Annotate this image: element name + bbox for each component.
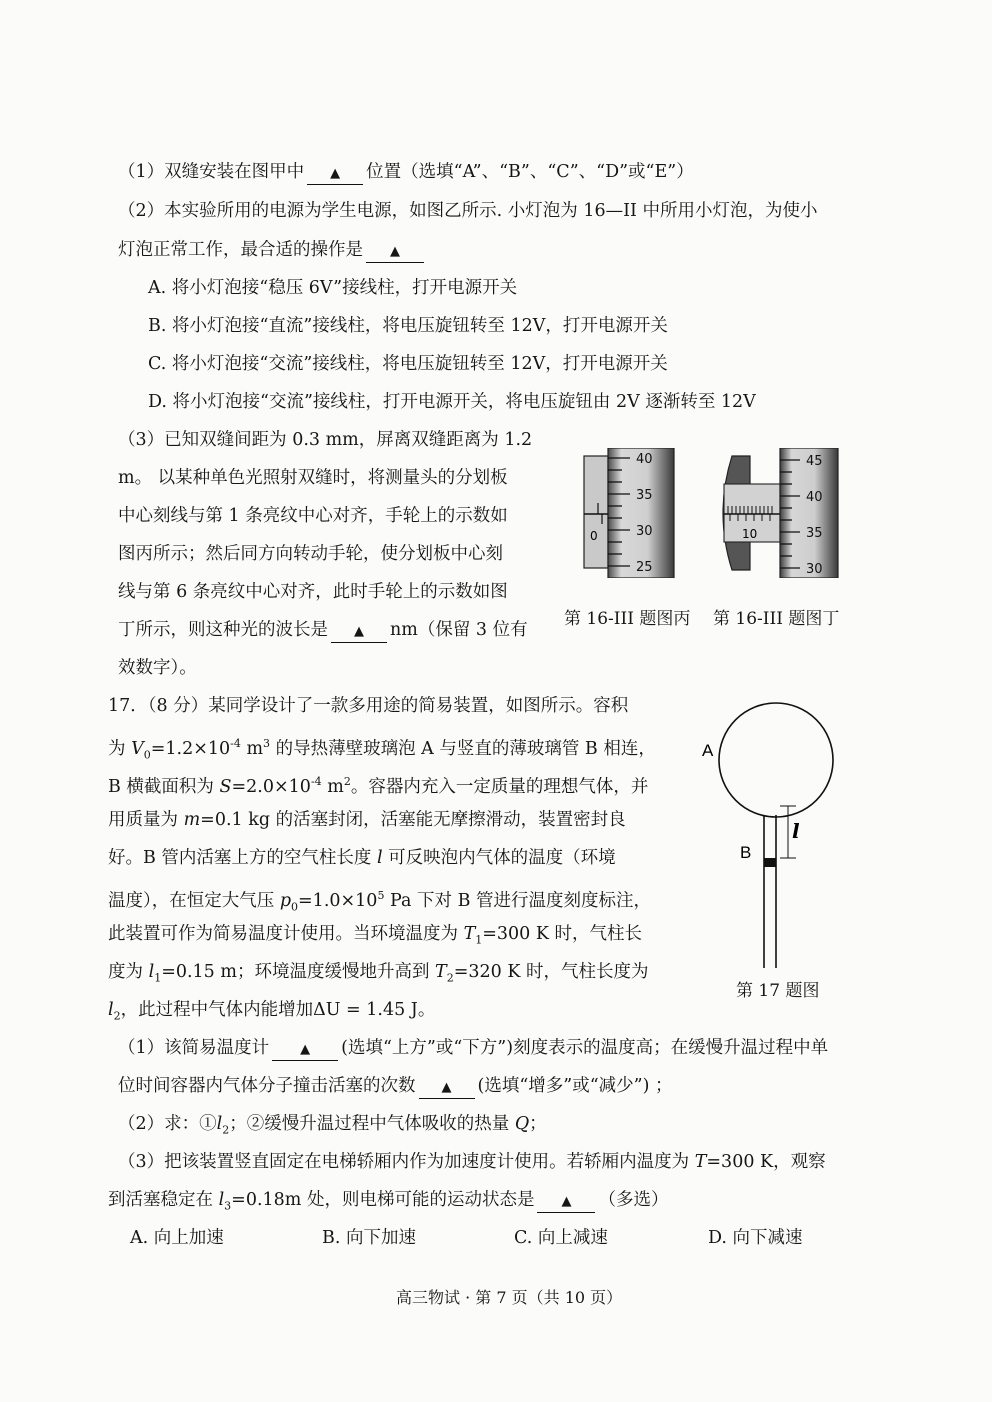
q16-option-b: B. 将小灯泡接“直流”接线柱，将电压旋钮转至 12V，打开电源开关 [148,316,668,336]
main-scale-label: 10 [742,527,758,541]
figure-caption-bing: 第 16-III 题图丙 [564,609,691,629]
answer-blank[interactable]: ▲ [366,240,424,263]
tick-label: 30 [636,524,653,539]
q16-part3-line5: 线与第 6 条亮纹中心对齐，此时手轮上的示数如图 [118,582,508,602]
q17-line8: 度为 $l_1=0.15$ m；环境温度缓慢地升高到 $T_2=320$ K 时，气柱长度为 [108,962,649,985]
q16-part2-line2: 灯泡正常工作，最合适的操作是 ▲ [118,238,427,263]
page-footer: 高三物试 · 第 7 页（共 10 页） [396,1288,623,1307]
q16-part3-line3: 中心刻线与第 1 条亮纹中心对齐，手轮上的示数如 [118,506,508,526]
answer-blank[interactable]: ▲ [307,162,363,185]
piston [764,858,776,867]
q16-option-a: A. 将小灯泡接“稳压 6V”接线柱，打开电源开关 [148,278,518,298]
q17-sub1-line1: （1）该简易温度计 ▲ (选填“上方”或“下方”)刻度表示的温度高；在缓慢升温过程中单 [118,1036,828,1061]
q17-option-c: C. 向上减速 [514,1228,608,1248]
answer-blank[interactable]: ▲ [537,1190,595,1213]
tick-label: 35 [806,526,823,541]
figure-caption-17: 第 17 题图 [736,981,820,1001]
tick-label: 25 [636,560,653,575]
q17-line2: 为 $V_0=1.2\times 10^{-4}$ $m^3$ 的导热薄壁玻璃泡 A 与竖直的薄玻璃管 B 相连， [108,737,656,762]
q17-option-b: B. 向下加速 [322,1228,416,1248]
q16-part1: （1）双缝安装在图甲中 ▲ 位置（选填“A”、“B”、“C”、“D”或“E”） [118,160,694,185]
tick-label: 35 [636,488,653,503]
q17-sub2: （2）求：$①l_2$；②缓慢升温过程中气体吸收的热量 Q； [118,1114,547,1137]
q17-line3: B 横截面积为 $S=2.0\times 10^{-4}$ $m^2$。容器内充入一定质量的理想气体，并 [108,775,649,797]
q16-option-d: D. 将小灯泡接“交流”接线柱，打开电源开关，将电压旋钮由 2V 逐渐转至 12V [148,392,756,412]
q17-sub1-line2: 位时间容器内气体分子撞击活塞的次数 ▲ (选填“增多”或“减少”) ； [118,1074,673,1099]
q17-line9: $l_2$，此过程中气体内能增加ΔU = 1.45 J。 [108,1000,436,1023]
tick-label: 45 [806,454,823,469]
micrometer-figure-bing [580,448,680,578]
answer-blank[interactable]: ▲ [272,1038,338,1061]
label-b: B [740,843,752,862]
q17-option-a: A. 向上加速 [130,1228,224,1248]
q17-line7: 此装置可作为简易温度计使用。当环境温度为 $T_1=300$ K 时，气柱长 [108,924,643,947]
q17-option-d: D. 向下减速 [708,1228,803,1248]
q16-part1-text: （1）双缝安装在图甲中 [118,162,305,182]
q17-line1: 17．（8 分）某同学设计了一款多用途的简易装置，如图所示。容积 [108,696,629,716]
micrometer-figure-ding [710,448,842,578]
main-scale-label: 0 [590,529,598,543]
q16-option-c: C. 将小灯泡接“交流”接线柱，将电压旋钮转至 12V，打开电源开关 [148,354,668,374]
tick-label: 40 [806,490,823,505]
q17-line6: 温度），在恒定大气压 $p_0=1.0\times 10^5$ Pa 下对 B 管进行温度刻度标注， [108,889,651,914]
answer-blank[interactable]: ▲ [331,620,387,643]
label-a: A [702,741,714,760]
q16-part2-line1: （2）本实验所用的电源为学生电源，如图乙所示. 小灯泡为 16—II 中所用小灯泡，为使小 [118,201,818,221]
glass-bulb-figure [700,700,860,970]
q16-part3-line7: 效数字）。 [118,658,197,678]
q17-sub3-line1: （3）把该装置竖直固定在电梯轿厢内作为加速度计使用。若轿厢内温度为 T=300 K，观察 [118,1152,826,1172]
tick-label: 30 [806,562,823,577]
q16-part3-line4: 图丙所示；然后同方向转动手轮，使分划板中心刻 [118,544,503,564]
q16-part3-line6: 丁所示，则这种光的波长是 ▲ nm（保留 3 位有 [118,618,528,643]
label-l: l [792,819,800,843]
answer-blank[interactable]: ▲ [419,1076,475,1099]
q17-sub3-line2: 到活塞稳定在 $l_3=0.18m$ 处，则电梯可能的运动状态是 ▲ （多选） [108,1190,669,1213]
q16-part3-line1: （3）已知双缝间距为 0.3 mm，屏离双缝距离为 1.2 [118,430,533,450]
q17-line4: 用质量为 m=0.1 kg 的活塞封闭，活塞能无摩擦滑动，装置密封良 [108,810,626,830]
figure-caption-ding: 第 16-III 题图丁 [713,609,840,629]
tick-label: 40 [636,452,653,467]
q16-part3-line2: m。 以某种单色光照射双缝时，将测量头的分划板 [118,468,508,488]
q17-line5: 好。B 管内活塞上方的空气柱长度 l 可反映泡内气体的温度（环境 [108,848,616,868]
